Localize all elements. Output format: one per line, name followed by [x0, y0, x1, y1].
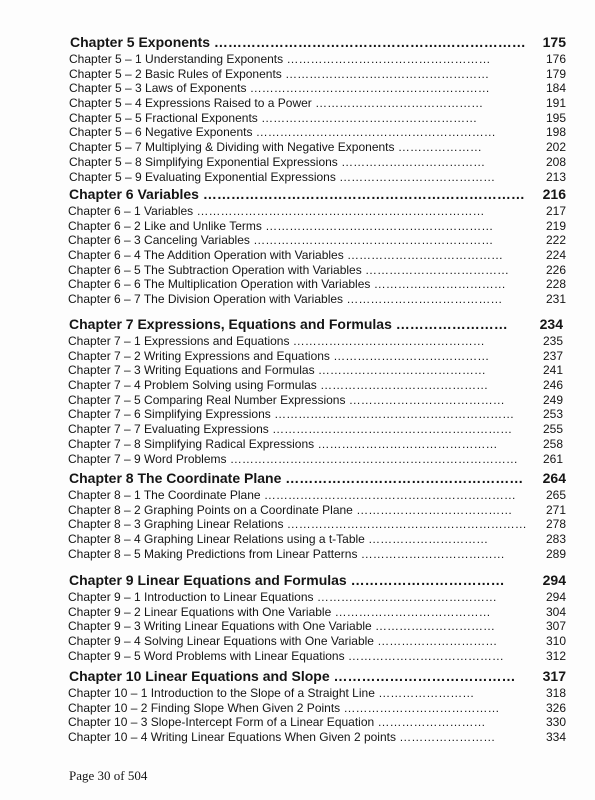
section-page-number: 307	[545, 619, 566, 634]
section-page-number: 294	[545, 590, 566, 604]
section-title: Chapter 6 – 1 Variables ………………………………………………………………	[68, 204, 485, 218]
section-title: Chapter 7 – 6 Simplifying Expressions ……………………………………………………	[68, 407, 515, 422]
section-title: Chapter 8 – 5 Making Predictions from Linear Patterns ………………………………	[68, 546, 505, 561]
chapter-page-number: 234	[539, 316, 563, 332]
section-entry	[0, 393, 595, 408]
section-entry	[0, 125, 595, 140]
section-page-number: 228	[545, 277, 566, 292]
section-title: Chapter 10 – 4 Writing Linear Equations When Given 2 points ……………………	[68, 730, 496, 745]
section-entry	[0, 407, 595, 422]
chapter-block	[0, 186, 595, 307]
chapter-block	[0, 572, 595, 663]
section-title: Chapter 8 – 4 Graphing Linear Relations using a t-Table …………………………	[68, 532, 489, 547]
section-title: Chapter 6 – 2 Like and Unlike Terms …………………………………………………	[68, 218, 494, 233]
section-entry	[0, 452, 595, 467]
section-title: Chapter 5 – 6 Negative Exponents ……………………………………………………	[69, 125, 496, 140]
chapter-page-number: 317	[542, 668, 566, 684]
section-entry	[0, 701, 595, 716]
section-page-number: 334	[545, 730, 566, 745]
section-title: Chapter 9 – 5 Word Problems with Linear Equations …………………………………	[68, 648, 504, 663]
section-entry	[0, 649, 595, 664]
section-entry	[0, 730, 595, 745]
chapter-block	[0, 316, 595, 466]
section-page-number: 312	[545, 648, 566, 663]
section-page-number: 202	[545, 140, 566, 155]
section-title: Chapter 8 – 3 Graphing Linear Relations ……………………………………………………	[68, 517, 527, 532]
section-title: Chapter 5 – 9 Evaluating Exponential Expressions …………………………………	[69, 169, 496, 184]
section-page-number: 237	[542, 348, 563, 363]
section-page-number: 318	[545, 686, 566, 700]
section-entry	[0, 437, 595, 452]
section-title: Chapter 5 – 3 Laws of Exponents ……………………………………………………	[69, 81, 490, 96]
section-entry	[0, 619, 595, 634]
section-page-number: 289	[545, 546, 566, 561]
section-title: Chapter 7 – 3 Writing Equations and Formulas ……………………………………	[68, 363, 486, 378]
chapter-heading	[0, 316, 595, 333]
section-entry	[0, 292, 595, 307]
section-entry	[0, 605, 595, 620]
section-page-number: 241	[542, 363, 563, 378]
section-title: Chapter 9 – 2 Linear Equations with One Variable …………………………………	[68, 604, 491, 619]
chapter-heading	[0, 572, 595, 589]
section-entry	[0, 140, 595, 155]
section-page-number: 208	[545, 154, 566, 169]
chapter-page-number: 294	[542, 572, 566, 588]
section-page-number: 198	[545, 125, 566, 140]
chapter-title: Chapter 6 Variables ……………………………………………………………	[69, 186, 525, 202]
section-page-number: 310	[545, 634, 566, 649]
section-title: Chapter 5 – 2 Basic Rules of Exponents ……………………………………………	[69, 66, 490, 81]
section-page-number: 278	[545, 517, 566, 532]
section-title: Chapter 7 – 5 Comparing Real Number Expressions …………………………………	[68, 392, 505, 407]
section-title: Chapter 5 – 4 Expressions Raised to a Power ……………………………………	[69, 96, 484, 111]
chapter-heading	[0, 34, 595, 51]
section-title: Chapter 6 – 4 The Addition Operation with Variables …………………………………	[68, 248, 504, 263]
section-entry	[0, 204, 595, 219]
section-title: Chapter 10 – 2 Finding Slope When Given 2 Points …………………………………	[68, 700, 500, 715]
section-entry	[0, 170, 595, 185]
section-title: Chapter 5 – 1 Understanding Exponents ……………………………………………	[69, 52, 491, 66]
section-title: Chapter 8 – 2 Graphing Points on a Coordinate Plane …………………………………	[68, 502, 513, 517]
section-entry	[0, 547, 595, 562]
section-entry	[0, 349, 595, 364]
section-title: Chapter 10 – 1 Introduction to the Slope of a Straight Line ……………………	[68, 686, 475, 700]
section-title: Chapter 9 – 4 Solving Linear Equations with One Variable …………………………	[68, 634, 498, 649]
chapter-page-number: 216	[542, 186, 566, 202]
section-page-number: 184	[545, 81, 566, 96]
section-entry	[0, 334, 595, 349]
section-entry	[0, 363, 595, 378]
section-page-number: 191	[545, 96, 566, 111]
section-page-number: 283	[545, 532, 566, 547]
section-page-number: 179	[545, 66, 566, 81]
section-title: Chapter 7 – 9 Word Problems ………………………………………………………………	[68, 451, 518, 466]
section-title: Chapter 5 – 5 Fractional Exponents ………………………………………………	[69, 110, 478, 125]
section-entry	[0, 263, 595, 278]
page-footer: Page 30 of 504	[69, 768, 148, 783]
section-title: Chapter 7 – 7 Evaluating Expressions ……………………………………………………	[68, 422, 513, 437]
section-page-number: 226	[545, 262, 566, 277]
section-entry	[0, 422, 595, 437]
section-page-number: 246	[542, 378, 563, 393]
section-page-number: 258	[542, 436, 563, 451]
section-title: Chapter 9 – 1 Introduction to Linear Equations ………………………………………	[68, 590, 497, 604]
chapter-block	[0, 470, 595, 561]
section-entry	[0, 111, 595, 126]
chapter-title: Chapter 10 Linear Equations and Slope …………………………………	[69, 668, 516, 684]
section-page-number: 330	[545, 715, 566, 730]
section-title: Chapter 7 – 2 Writing Expressions and Equations …………………………………	[68, 348, 490, 363]
section-title: Chapter 7 – 4 Problem Solving using Formulas ……………………………………	[68, 378, 489, 393]
section-title: Chapter 6 – 5 The Subtraction Operation with Variables ………………………………	[68, 262, 510, 277]
section-title: Chapter 6 – 6 The Multiplication Operation with Variables ……………………………	[68, 277, 506, 292]
section-entry	[0, 590, 595, 605]
section-entry	[0, 67, 595, 82]
section-page-number: 176	[545, 52, 566, 66]
section-title: Chapter 7 – 8 Simplifying Radical Expressions ………………………………………	[68, 436, 498, 451]
section-page-number: 253	[542, 407, 563, 422]
section-entry	[0, 155, 595, 170]
chapter-page-number: 264	[542, 470, 566, 486]
section-entry	[0, 96, 595, 111]
section-title: Chapter 8 – 1 The Coordinate Plane ………………………………………………………	[68, 488, 516, 502]
section-page-number: 255	[542, 422, 563, 437]
section-title: Chapter 7 – 1 Expressions and Equations …………………………………………	[68, 334, 485, 348]
section-entry	[0, 248, 595, 263]
section-entry	[0, 81, 595, 96]
section-entry	[0, 686, 595, 701]
section-entry	[0, 532, 595, 547]
section-page-number: 235	[542, 334, 563, 348]
section-page-number: 224	[545, 248, 566, 263]
section-page-number: 271	[545, 502, 566, 517]
section-page-number: 249	[542, 392, 563, 407]
chapter-page-number: 175	[542, 34, 566, 50]
section-entry	[0, 277, 595, 292]
section-entry	[0, 378, 595, 393]
section-page-number: 304	[545, 604, 566, 619]
chapter-title: Chapter 9 Linear Equations and Formulas ……………………………	[69, 572, 505, 588]
section-page-number: 195	[545, 110, 566, 125]
section-page-number: 213	[545, 169, 566, 184]
section-entry	[0, 52, 595, 67]
section-page-number: 222	[545, 233, 566, 248]
section-title: Chapter 5 – 8 Simplifying Exponential Expressions ………………………………	[69, 154, 486, 169]
section-entry	[0, 219, 595, 234]
section-page-number: 219	[545, 218, 566, 233]
section-entry	[0, 517, 595, 532]
section-title: Chapter 5 – 7 Multiplying & Dividing with Negative Exponents …………………	[69, 140, 482, 155]
section-entry	[0, 715, 595, 730]
section-page-number: 231	[545, 292, 566, 307]
section-title: Chapter 6 – 3 Canceling Variables ……………………………………………………	[68, 233, 494, 248]
section-entry	[0, 503, 595, 518]
section-page-number: 217	[545, 204, 566, 218]
section-page-number: 261	[542, 451, 563, 466]
section-entry	[0, 488, 595, 503]
chapter-heading	[0, 668, 595, 685]
section-entry	[0, 634, 595, 649]
chapter-block	[0, 668, 595, 745]
section-entry	[0, 233, 595, 248]
chapter-title: Chapter 8 The Coordinate Plane ……………………………………………	[69, 470, 524, 486]
section-title: Chapter 6 – 7 The Division Operation with Variables …………………………………	[68, 292, 503, 307]
section-page-number: 326	[545, 700, 566, 715]
chapter-heading	[0, 470, 595, 487]
chapter-heading	[0, 186, 595, 203]
section-title: Chapter 9 – 3 Writing Linear Equations with One Variable …………………………	[68, 619, 496, 634]
section-title: Chapter 10 – 3 Slope-Intercept Form of a Linear Equation ………………………	[68, 715, 486, 730]
chapter-title: Chapter 5 Exponents ………………………………………….………………	[70, 34, 526, 50]
section-page-number: 265	[545, 488, 566, 502]
chapter-block	[0, 34, 595, 184]
chapter-title: Chapter 7 Expressions, Equations and Formulas ……………………	[69, 316, 508, 332]
